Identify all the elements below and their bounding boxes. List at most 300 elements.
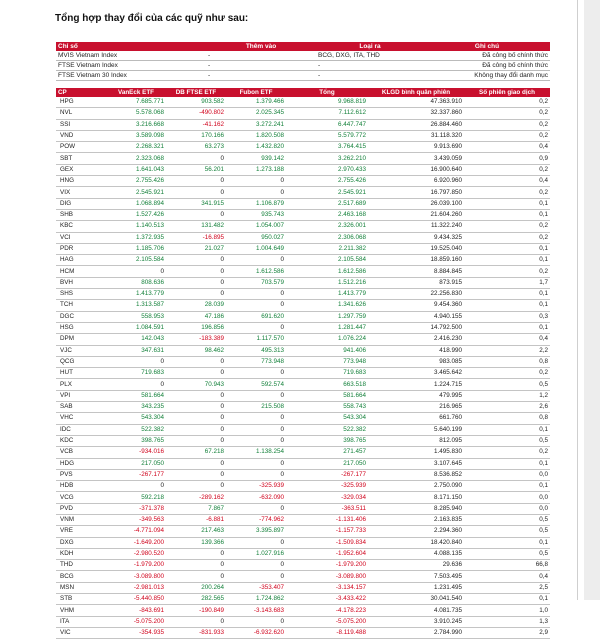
total-cell: 558.743: [286, 402, 368, 413]
ticker-cell: THD: [56, 560, 106, 571]
total-cell: 7.112.612: [286, 108, 368, 119]
total-cell: 2.755.426: [286, 176, 368, 187]
table-row: [56, 582, 550, 593]
db-ftse-cell: 0: [166, 289, 226, 300]
vaneck-cell: 398.765: [106, 435, 166, 446]
avg-volume-cell: 2.750.090: [368, 481, 464, 492]
avg-volume-cell: 31.118.320: [368, 130, 464, 141]
sessions-cell: 0,4: [464, 176, 550, 187]
vaneck-cell: 1.413.779: [106, 289, 166, 300]
fubon-cell: 0: [226, 368, 286, 379]
avg-volume-cell: 1.231.495: [368, 582, 464, 593]
sessions-cell: 2,6: [464, 402, 550, 413]
fubon-cell: 2.025.345: [226, 108, 286, 119]
total-cell: 3.764.415: [286, 142, 368, 153]
ticker-cell: DPM: [56, 334, 106, 345]
ticker-cell: BVH: [56, 277, 106, 288]
avg-volume-cell: 2.416.230: [368, 334, 464, 345]
ticker-cell: SHB: [56, 209, 106, 220]
vaneck-cell: 808.636: [106, 277, 166, 288]
vaneck-cell: 2.268.321: [106, 142, 166, 153]
header-total: Tổng: [286, 88, 368, 97]
vaneck-cell: -934.016: [106, 447, 166, 458]
total-cell: 2.105.584: [286, 255, 368, 266]
avg-volume-cell: 29.636: [368, 560, 464, 571]
db-ftse-cell: 0: [166, 481, 226, 492]
total-cell: 5.579.772: [286, 130, 368, 141]
avg-volume-cell: 3.465.642: [368, 368, 464, 379]
sessions-cell: 0,0: [464, 492, 550, 503]
avg-volume-cell: 9.454.360: [368, 300, 464, 311]
sessions-cell: 0,1: [464, 322, 550, 333]
db-ftse-cell: 56.201: [166, 164, 226, 175]
db-ftse-cell: 200.264: [166, 582, 226, 593]
total-cell: 773.948: [286, 356, 368, 367]
vaneck-cell: 217.050: [106, 458, 166, 469]
vaneck-cell: 1.068.894: [106, 198, 166, 209]
table-row: [56, 153, 550, 164]
ticker-cell: PVS: [56, 469, 106, 480]
index-changes-row: [56, 71, 550, 81]
fubon-cell: 773.948: [226, 356, 286, 367]
ticker-cell: DIG: [56, 198, 106, 209]
total-cell: -3.089.800: [286, 571, 368, 582]
db-ftse-cell: -190.849: [166, 605, 226, 616]
fubon-cell: -325.939: [226, 481, 286, 492]
fubon-cell: 0: [226, 458, 286, 469]
sessions-cell: 2,9: [464, 627, 550, 638]
avg-volume-cell: 5.640.199: [368, 424, 464, 435]
db-ftse-cell: 0: [166, 266, 226, 277]
vaneck-cell: 1.140.513: [106, 221, 166, 232]
removed-cell: -: [316, 71, 424, 81]
total-cell: -1.952.604: [286, 548, 368, 559]
total-cell: 1.281.447: [286, 322, 368, 333]
sessions-cell: 0,4: [464, 334, 550, 345]
sessions-cell: 0,1: [464, 289, 550, 300]
table-row: [56, 198, 550, 209]
fubon-cell: -774.962: [226, 514, 286, 525]
vaneck-cell: -354.935: [106, 627, 166, 638]
total-cell: 581.664: [286, 390, 368, 401]
fubon-cell: 935.743: [226, 209, 286, 220]
fubon-cell: 0: [226, 435, 286, 446]
vaneck-cell: 7.685.771: [106, 97, 166, 108]
fubon-cell: 592.574: [226, 379, 286, 390]
ticker-cell: VRE: [56, 526, 106, 537]
vaneck-cell: 1.313.587: [106, 300, 166, 311]
sessions-cell: 0,2: [464, 108, 550, 119]
fubon-cell: 939.142: [226, 153, 286, 164]
ticker-cell: SAB: [56, 402, 106, 413]
fubon-cell: 1.054.007: [226, 221, 286, 232]
ticker-cell: VPI: [56, 390, 106, 401]
sessions-cell: 0,2: [464, 187, 550, 198]
index-changes-table: [56, 42, 550, 81]
avg-volume-cell: 8.285.940: [368, 503, 464, 514]
sessions-cell: 0,1: [464, 458, 550, 469]
vaneck-cell: 1.641.043: [106, 164, 166, 175]
vaneck-cell: 558.953: [106, 311, 166, 322]
avg-volume-cell: 983.085: [368, 356, 464, 367]
fubon-cell: 3.272.241: [226, 119, 286, 130]
table-row: [56, 209, 550, 220]
note-cell: Không thay đổi danh mục: [424, 71, 550, 81]
fubon-cell: 1.724.862: [226, 594, 286, 605]
sessions-cell: 0,1: [464, 481, 550, 492]
avg-volume-cell: 418.990: [368, 345, 464, 356]
table-row: [56, 345, 550, 356]
ticker-cell: IDC: [56, 424, 106, 435]
fubon-cell: 0: [226, 424, 286, 435]
table-row: [56, 334, 550, 345]
total-cell: -1.509.834: [286, 537, 368, 548]
ticker-cell: GEX: [56, 164, 106, 175]
sessions-cell: 0,4: [464, 571, 550, 582]
sessions-cell: 0,0: [464, 503, 550, 514]
total-cell: 2.517.689: [286, 198, 368, 209]
ticker-cell: DXG: [56, 537, 106, 548]
db-ftse-cell: 282.565: [166, 594, 226, 605]
db-ftse-cell: 0: [166, 571, 226, 582]
total-cell: 1.512.216: [286, 277, 368, 288]
avg-volume-cell: 8.171.150: [368, 492, 464, 503]
etf-flow-header-row: [56, 88, 550, 97]
total-cell: 2.211.382: [286, 243, 368, 254]
db-ftse-cell: 0: [166, 153, 226, 164]
index-name-cell: MVIS Vietnam Index: [56, 51, 206, 61]
sessions-cell: 1,2: [464, 390, 550, 401]
vaneck-cell: 2.323.068: [106, 153, 166, 164]
ticker-cell: HUT: [56, 368, 106, 379]
vaneck-cell: -2.981.013: [106, 582, 166, 593]
vaneck-cell: 3.589.098: [106, 130, 166, 141]
avg-volume-cell: 9.434.325: [368, 232, 464, 243]
sessions-cell: 0,2: [464, 119, 550, 130]
total-cell: 522.382: [286, 424, 368, 435]
avg-volume-cell: 2.784.990: [368, 627, 464, 638]
sessions-cell: 0,5: [464, 548, 550, 559]
db-ftse-cell: 0: [166, 424, 226, 435]
vaneck-cell: 1.372.935: [106, 232, 166, 243]
header-avg-volume: KLGD bình quân phiên: [368, 88, 464, 97]
etf-flow-table: [56, 88, 550, 639]
db-ftse-cell: 0: [166, 548, 226, 559]
ticker-cell: MSN: [56, 582, 106, 593]
removed-cell: BCG, DXG, ITA, THD: [316, 51, 424, 61]
ticker-cell: PDR: [56, 243, 106, 254]
fubon-cell: -632.090: [226, 492, 286, 503]
fubon-cell: 1.379.466: [226, 97, 286, 108]
fubon-cell: 950.027: [226, 232, 286, 243]
index-name-cell: FTSE Vietnam 30 Index: [56, 71, 206, 81]
sessions-cell: 0,2: [464, 368, 550, 379]
table-row: [56, 424, 550, 435]
index-changes-row: [56, 61, 550, 71]
table-row: [56, 390, 550, 401]
fubon-cell: 0: [226, 503, 286, 514]
vaneck-cell: 719.683: [106, 368, 166, 379]
vaneck-cell: 2.755.426: [106, 176, 166, 187]
vaneck-cell: 3.216.668: [106, 119, 166, 130]
db-ftse-cell: 70.943: [166, 379, 226, 390]
sessions-cell: 0,2: [464, 447, 550, 458]
table-row: [56, 503, 550, 514]
header-ticker: CP: [56, 88, 106, 97]
sessions-cell: 0,2: [464, 97, 550, 108]
fubon-cell: 0: [226, 289, 286, 300]
ticker-cell: VNM: [56, 514, 106, 525]
total-cell: -1.979.200: [286, 560, 368, 571]
table-row: [56, 130, 550, 141]
sessions-cell: 0,5: [464, 514, 550, 525]
vaneck-cell: 0: [106, 379, 166, 390]
fubon-cell: 1.612.586: [226, 266, 286, 277]
avg-volume-cell: 30.041.540: [368, 594, 464, 605]
fubon-cell: 0: [226, 390, 286, 401]
index-name-cell: FTSE Vietnam Index: [56, 61, 206, 71]
total-cell: 719.683: [286, 368, 368, 379]
total-cell: -325.939: [286, 481, 368, 492]
ticker-cell: SHS: [56, 289, 106, 300]
db-ftse-cell: 47.186: [166, 311, 226, 322]
table-row: [56, 492, 550, 503]
vaneck-cell: 1.084.591: [106, 322, 166, 333]
ticker-cell: VJC: [56, 345, 106, 356]
total-cell: -3.433.422: [286, 594, 368, 605]
total-cell: 1.413.779: [286, 289, 368, 300]
total-cell: -4.178.223: [286, 605, 368, 616]
table-row: [56, 469, 550, 480]
vaneck-cell: 581.664: [106, 390, 166, 401]
db-ftse-cell: -6.881: [166, 514, 226, 525]
db-ftse-cell: 903.582: [166, 97, 226, 108]
fubon-cell: 691.620: [226, 311, 286, 322]
avg-volume-cell: 21.604.260: [368, 209, 464, 220]
total-cell: 543.304: [286, 413, 368, 424]
avg-volume-cell: 8.536.852: [368, 469, 464, 480]
table-row: [56, 560, 550, 571]
avg-volume-cell: 1.224.715: [368, 379, 464, 390]
fubon-cell: 0: [226, 322, 286, 333]
total-cell: -329.034: [286, 492, 368, 503]
fubon-cell: -6.932.620: [226, 627, 286, 638]
fubon-cell: 0: [226, 469, 286, 480]
added-cell: -: [206, 61, 316, 71]
sessions-cell: 0,1: [464, 209, 550, 220]
db-ftse-cell: 170.166: [166, 130, 226, 141]
table-row: [56, 108, 550, 119]
table-row: [56, 616, 550, 627]
db-ftse-cell: 0: [166, 368, 226, 379]
sessions-cell: 0,1: [464, 198, 550, 209]
avg-volume-cell: 4.081.735: [368, 605, 464, 616]
ticker-cell: VCG: [56, 492, 106, 503]
vaneck-cell: -4.771.094: [106, 526, 166, 537]
sessions-cell: 0,5: [464, 379, 550, 390]
fubon-cell: 1.106.879: [226, 198, 286, 209]
header-added: Thêm vào: [206, 42, 316, 51]
table-row: [56, 548, 550, 559]
avg-volume-cell: 14.792.500: [368, 322, 464, 333]
avg-volume-cell: 873.915: [368, 277, 464, 288]
ticker-cell: POW: [56, 142, 106, 153]
vaneck-cell: -2.980.520: [106, 548, 166, 559]
db-ftse-cell: 63.273: [166, 142, 226, 153]
ticker-cell: VND: [56, 130, 106, 141]
total-cell: -363.511: [286, 503, 368, 514]
sessions-cell: 0,2: [464, 266, 550, 277]
section-heading: Tổng hợp thay đổi của các quỹ như sau:: [55, 13, 249, 24]
avg-volume-cell: 26.039.100: [368, 198, 464, 209]
total-cell: -1.157.733: [286, 526, 368, 537]
ticker-cell: HDG: [56, 458, 106, 469]
note-cell: Đã công bố chính thức: [424, 61, 550, 71]
avg-volume-cell: 6.920.960: [368, 176, 464, 187]
vaneck-cell: -5.075.200: [106, 616, 166, 627]
total-cell: 941.406: [286, 345, 368, 356]
total-cell: 2.306.068: [286, 232, 368, 243]
db-ftse-cell: 341.915: [166, 198, 226, 209]
fubon-cell: 3.395.897: [226, 526, 286, 537]
table-row: [56, 435, 550, 446]
table-row: [56, 97, 550, 108]
vaneck-cell: -371.378: [106, 503, 166, 514]
table-row: [56, 277, 550, 288]
avg-volume-cell: 812.095: [368, 435, 464, 446]
db-ftse-cell: 0: [166, 390, 226, 401]
db-ftse-cell: 0: [166, 176, 226, 187]
fubon-cell: 0: [226, 187, 286, 198]
vaneck-cell: 522.382: [106, 424, 166, 435]
db-ftse-cell: 217.463: [166, 526, 226, 537]
total-cell: 2.463.168: [286, 209, 368, 220]
total-cell: 2.326.001: [286, 221, 368, 232]
sessions-cell: 66,8: [464, 560, 550, 571]
fubon-cell: 1.432.820: [226, 142, 286, 153]
total-cell: -3.134.157: [286, 582, 368, 593]
db-ftse-cell: 98.462: [166, 345, 226, 356]
db-ftse-cell: 0: [166, 413, 226, 424]
fubon-cell: -3.143.683: [226, 605, 286, 616]
ticker-cell: VIC: [56, 627, 106, 638]
header-vaneck: VanEck ETF: [106, 88, 166, 97]
removed-cell: -: [316, 61, 424, 71]
sessions-cell: 0,1: [464, 300, 550, 311]
fubon-cell: 0: [226, 560, 286, 571]
fubon-cell: 703.579: [226, 277, 286, 288]
db-ftse-cell: 0: [166, 356, 226, 367]
vaneck-cell: 142.043: [106, 334, 166, 345]
total-cell: 9.968.819: [286, 97, 368, 108]
ticker-cell: VIX: [56, 187, 106, 198]
page-scroll-gutter[interactable]: [584, 0, 600, 600]
vaneck-cell: -349.563: [106, 514, 166, 525]
db-ftse-cell: 0: [166, 616, 226, 627]
table-row: [56, 458, 550, 469]
table-row: [56, 356, 550, 367]
total-cell: 6.447.747: [286, 119, 368, 130]
total-cell: 2.545.921: [286, 187, 368, 198]
table-row: [56, 164, 550, 175]
fubon-cell: 0: [226, 300, 286, 311]
ticker-cell: KBC: [56, 221, 106, 232]
total-cell: 2.970.433: [286, 164, 368, 175]
added-cell: -: [206, 51, 316, 61]
total-cell: 663.518: [286, 379, 368, 390]
ticker-cell: VCI: [56, 232, 106, 243]
ticker-cell: SBT: [56, 153, 106, 164]
ticker-cell: HCM: [56, 266, 106, 277]
avg-volume-cell: 19.525.040: [368, 243, 464, 254]
table-row: [56, 119, 550, 130]
vaneck-cell: 343.235: [106, 402, 166, 413]
table-row: [56, 243, 550, 254]
fubon-cell: -353.407: [226, 582, 286, 593]
table-row: [56, 514, 550, 525]
db-ftse-cell: -16.895: [166, 232, 226, 243]
vaneck-cell: -267.177: [106, 469, 166, 480]
fubon-cell: 1.138.254: [226, 447, 286, 458]
db-ftse-cell: 0: [166, 469, 226, 480]
avg-volume-cell: 2.163.835: [368, 514, 464, 525]
table-row: [56, 402, 550, 413]
fubon-cell: 1.004.649: [226, 243, 286, 254]
avg-volume-cell: 47.363.910: [368, 97, 464, 108]
sessions-cell: 0,1: [464, 255, 550, 266]
db-ftse-cell: 196.856: [166, 322, 226, 333]
table-row: [56, 594, 550, 605]
db-ftse-cell: 21.027: [166, 243, 226, 254]
sessions-cell: 0,3: [464, 311, 550, 322]
ticker-cell: PVD: [56, 503, 106, 514]
total-cell: -267.177: [286, 469, 368, 480]
avg-volume-cell: 18.420.840: [368, 537, 464, 548]
vaneck-cell: 2.545.921: [106, 187, 166, 198]
vaneck-cell: 5.578.068: [106, 108, 166, 119]
fubon-cell: 1.820.508: [226, 130, 286, 141]
ticker-cell: VHC: [56, 413, 106, 424]
vaneck-cell: 347.631: [106, 345, 166, 356]
avg-volume-cell: 16.900.640: [368, 164, 464, 175]
sessions-cell: 0,0: [464, 469, 550, 480]
ticker-cell: STB: [56, 594, 106, 605]
header-removed: Loại ra: [316, 42, 424, 51]
ticker-cell: KDH: [56, 548, 106, 559]
vaneck-cell: 543.304: [106, 413, 166, 424]
table-row: [56, 300, 550, 311]
avg-volume-cell: 479.995: [368, 390, 464, 401]
fubon-cell: 1.027.916: [226, 548, 286, 559]
avg-volume-cell: 1.495.830: [368, 447, 464, 458]
vaneck-cell: 0: [106, 481, 166, 492]
sessions-cell: 0,8: [464, 356, 550, 367]
avg-volume-cell: 3.107.645: [368, 458, 464, 469]
db-ftse-cell: 28.039: [166, 300, 226, 311]
vaneck-cell: 1.527.426: [106, 209, 166, 220]
vaneck-cell: 592.218: [106, 492, 166, 503]
db-ftse-cell: 0: [166, 458, 226, 469]
ticker-cell: SSI: [56, 119, 106, 130]
total-cell: 217.050: [286, 458, 368, 469]
table-row: [56, 537, 550, 548]
total-cell: 1.076.224: [286, 334, 368, 345]
avg-volume-cell: 18.859.160: [368, 255, 464, 266]
avg-volume-cell: 661.760: [368, 413, 464, 424]
total-cell: -8.119.488: [286, 627, 368, 638]
ticker-cell: HSG: [56, 322, 106, 333]
db-ftse-cell: -490.802: [166, 108, 226, 119]
